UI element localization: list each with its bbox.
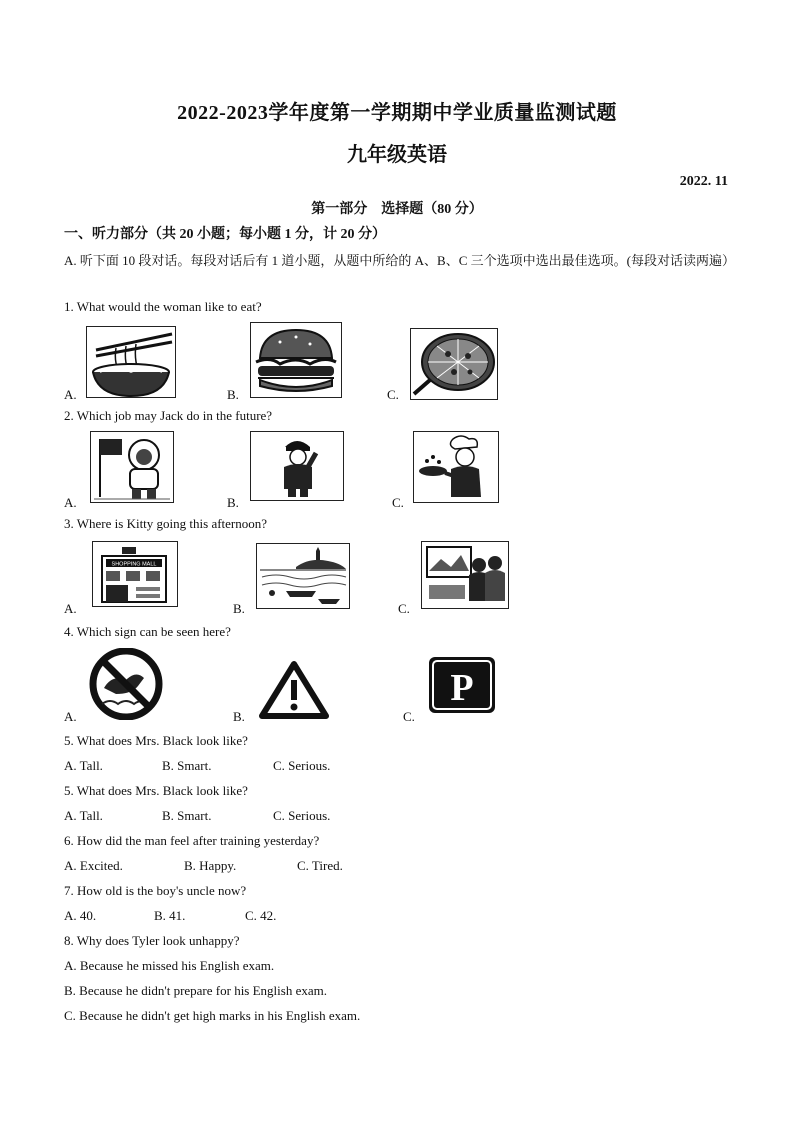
- q2-option-c-label[interactable]: C.: [392, 495, 404, 510]
- q3-option-b-label[interactable]: B.: [233, 601, 245, 616]
- q8-option-b[interactable]: B. Because he didn't prepare for his English exam.: [64, 983, 327, 998]
- mall-sign-text: SHOPPING MALL: [111, 561, 157, 568]
- q6-option-a[interactable]: A. Excited.: [64, 858, 123, 873]
- section-instruction: A. 听下面 10 段对话。每段对话后有 1 道小题，从题中所给的 A、B、C 三个选项中选出最佳选项。(每段对话读两遍）: [64, 253, 735, 268]
- parking-sign-icon: [427, 655, 497, 715]
- exam-title: 2022-2023学年度第一学期期中学业质量监测试题: [177, 102, 617, 124]
- question-8: 8. Why does Tyler look unhappy?: [64, 933, 240, 948]
- q8-option-a[interactable]: A. Because he missed his English exam.: [64, 958, 275, 973]
- no-bird-feeding-sign-icon: [86, 648, 166, 720]
- q2-option-b-label[interactable]: B.: [227, 495, 239, 510]
- q7-option-a[interactable]: A. 40.: [64, 908, 97, 923]
- q4-option-a-label[interactable]: A.: [64, 709, 77, 724]
- q5a-option-a[interactable]: A. Tall.: [64, 758, 103, 773]
- beach-icon: [256, 543, 350, 609]
- q8-option-c[interactable]: C. Because he didn't get high marks in his English exam.: [64, 1008, 361, 1023]
- exam-date: 2022. 11: [679, 174, 728, 189]
- chef-icon: [413, 431, 499, 503]
- question-2: 2. Which job may Jack do in the future?: [64, 408, 273, 423]
- q1-option-c-label[interactable]: C.: [387, 387, 399, 402]
- q5b-option-c[interactable]: C. Serious.: [273, 808, 331, 823]
- q1-option-b-label[interactable]: B.: [227, 387, 239, 402]
- q5b-option-a[interactable]: A. Tall.: [64, 808, 103, 823]
- question-6: 6. How did the man feel after training yesterday?: [64, 833, 320, 848]
- cinema-icon: [421, 541, 509, 609]
- question-3: 3. Where is Kitty going this afternoon?: [64, 516, 268, 531]
- section-heading: 一、听力部分（共 20 小题；每小题 1 分，计 20 分）: [64, 227, 386, 242]
- q3-option-c-label[interactable]: C.: [398, 601, 410, 616]
- astronaut-icon: [90, 431, 174, 503]
- pizza-icon: [410, 328, 498, 400]
- q3-option-a-label[interactable]: A.: [64, 601, 77, 616]
- hamburger-icon: [250, 322, 342, 398]
- q2-option-a-label[interactable]: A.: [64, 495, 77, 510]
- q7-option-c[interactable]: C. 42.: [245, 908, 277, 923]
- parking-letter: P: [450, 667, 474, 709]
- exam-subtitle: 九年级英语: [347, 144, 447, 166]
- q6-option-b[interactable]: B. Happy.: [184, 858, 237, 873]
- q5b-option-b[interactable]: B. Smart.: [162, 808, 212, 823]
- part-heading: 第一部分 选择题（80 分）: [311, 202, 483, 217]
- question-1: 1. What would the woman like to eat?: [64, 299, 262, 314]
- question-7: 7. How old is the boy's uncle now?: [64, 883, 247, 898]
- q4-option-b-label[interactable]: B.: [233, 709, 245, 724]
- shopping-mall-icon: [92, 541, 178, 607]
- question-5b: 5. What does Mrs. Black look like?: [64, 783, 248, 798]
- q1-option-a-label[interactable]: A.: [64, 387, 77, 402]
- policeman-icon: [250, 431, 344, 501]
- noodles-icon: [86, 326, 176, 398]
- question-5a: 5. What does Mrs. Black look like?: [64, 733, 248, 748]
- warning-sign-icon: [258, 660, 330, 720]
- q5a-option-b[interactable]: B. Smart.: [162, 758, 212, 773]
- q4-option-c-label[interactable]: C.: [403, 709, 415, 724]
- q7-option-b[interactable]: B. 41.: [154, 908, 186, 923]
- q6-option-c[interactable]: C. Tired.: [297, 858, 343, 873]
- question-4: 4. Which sign can be seen here?: [64, 624, 231, 639]
- q5a-option-c[interactable]: C. Serious.: [273, 758, 331, 773]
